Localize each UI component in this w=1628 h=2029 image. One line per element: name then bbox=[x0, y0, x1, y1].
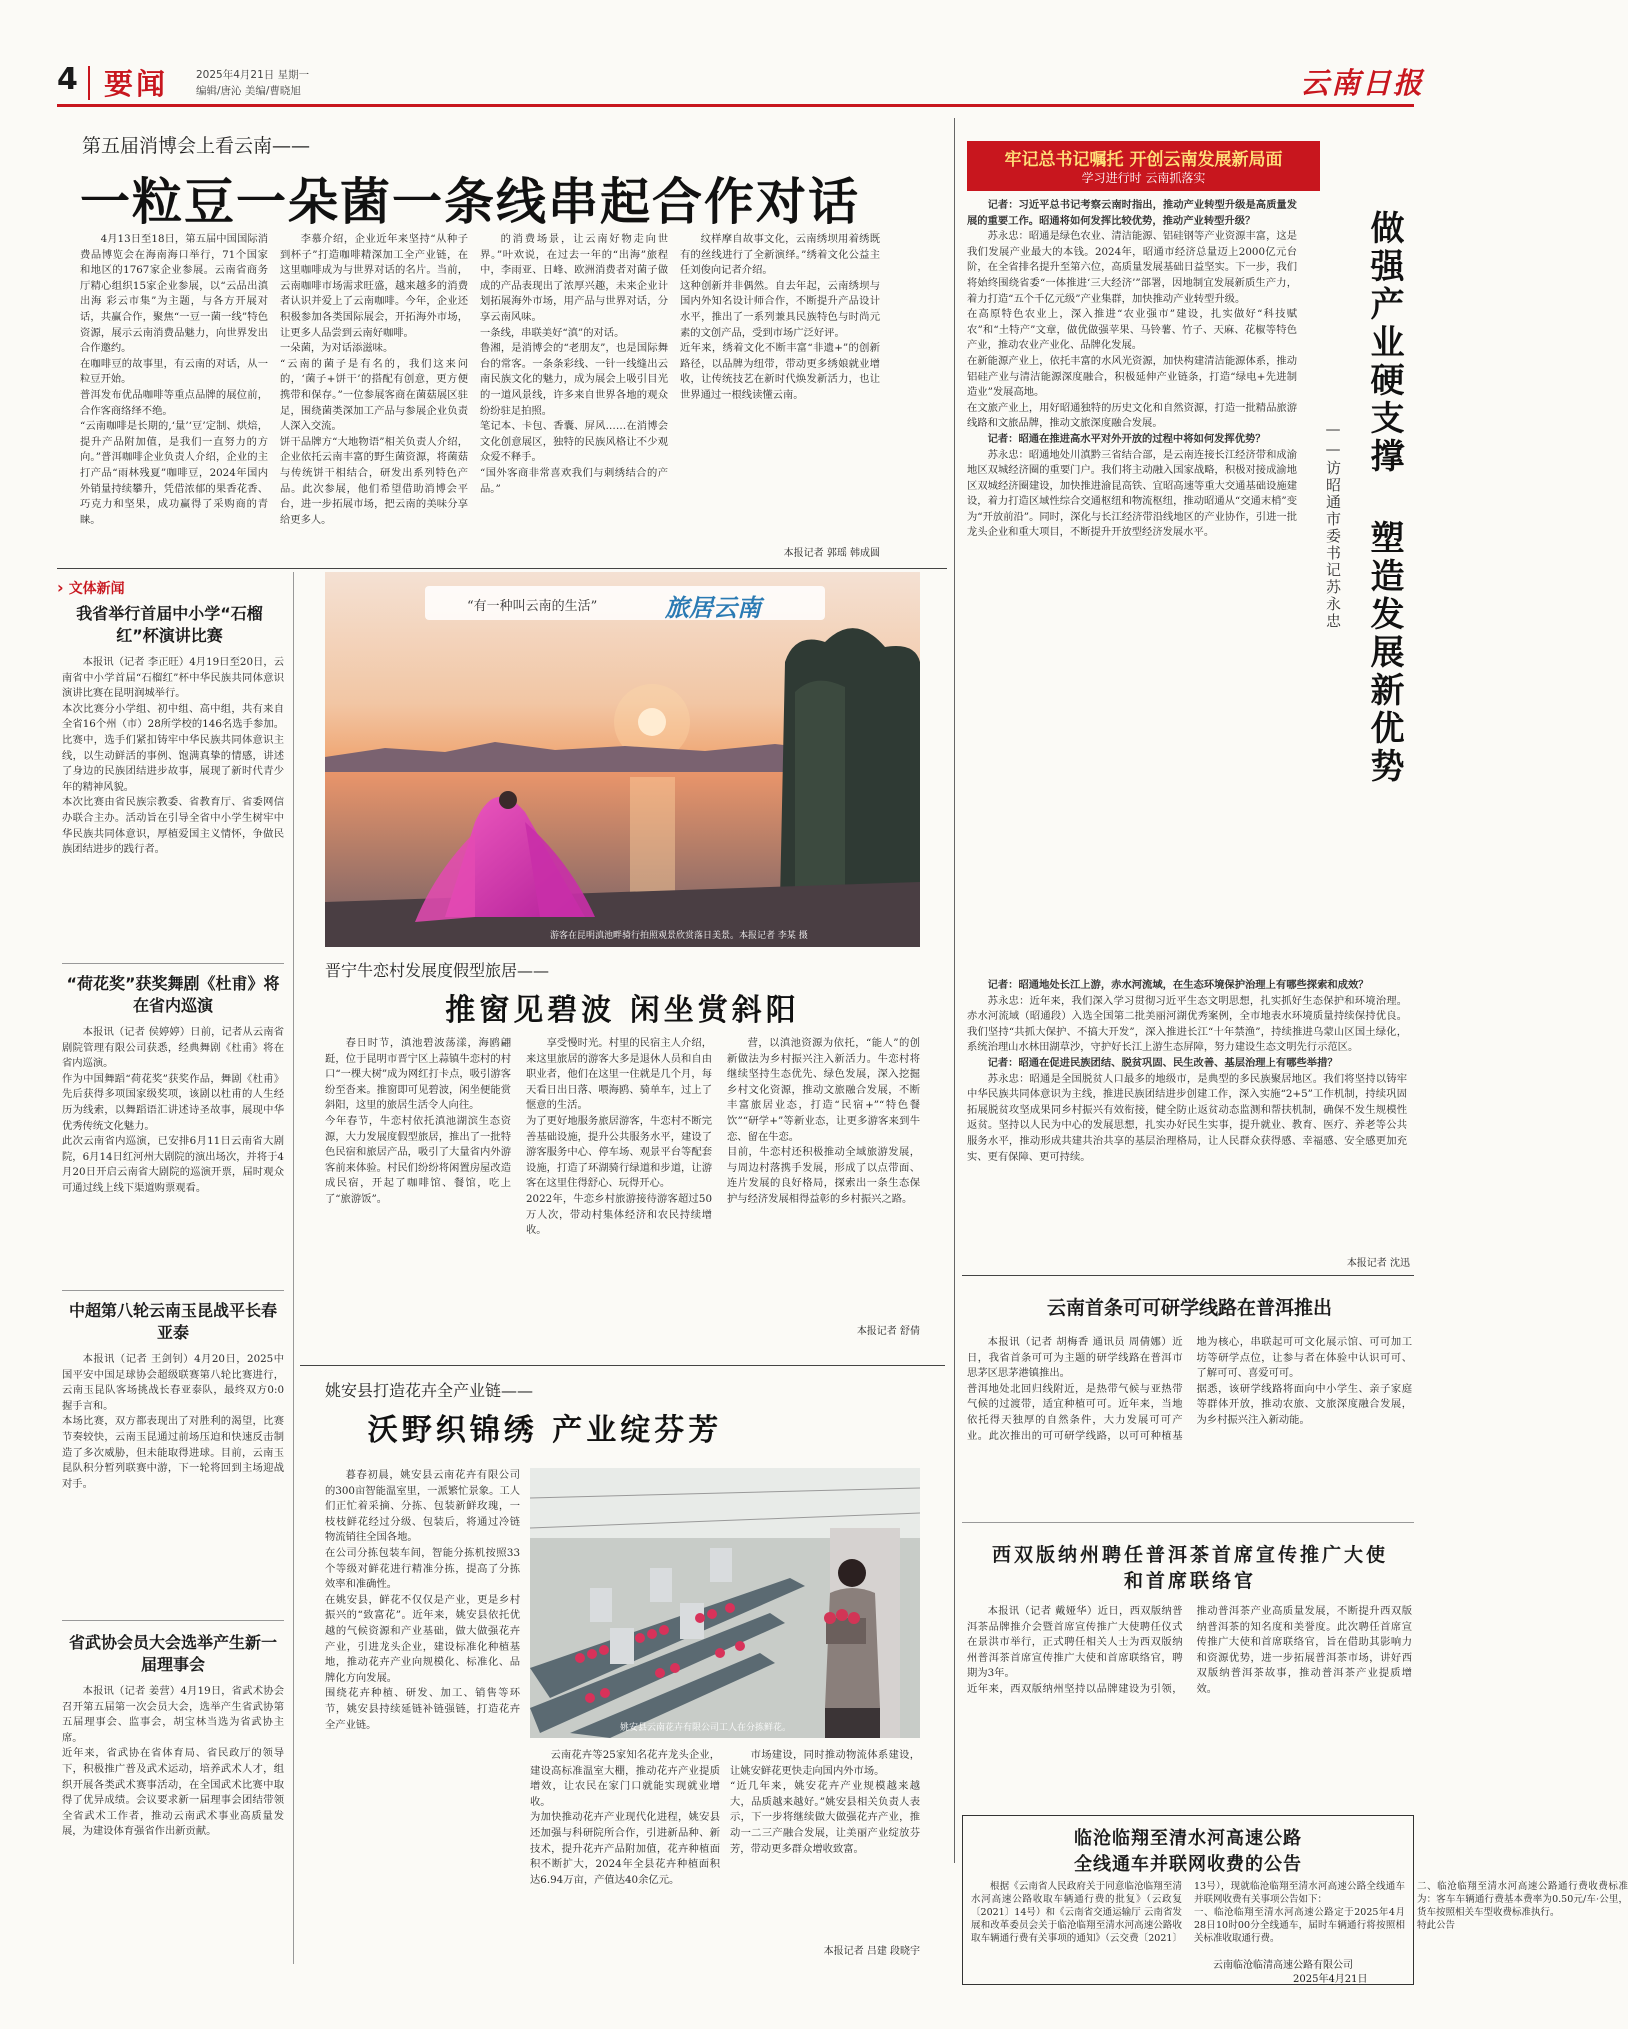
sidebar-divider-3 bbox=[62, 1620, 284, 1621]
feature-q4: 记者：昭通在促进民族团结、脱贫巩固、民生改善、基层治理上有哪些举措？ bbox=[987, 1056, 1338, 1069]
article-consumer-expo-col1: 4月13日至18日，第五届中国国际消费品博览会在海南海口举行，71个国家和地区的1767家企业参展。云南省商务厅精心组织15家企业参展，以“云品出滇出海 彩云市集”为主题，与各方开展对话，共赢合作，聚焦“一豆一菌一线”特色资源，展示云南消费品魅力，向世界发出合作邀约。 在咖啡豆的故事里，有云南的对话，从一粒豆开始。 普洱发布优品咖啡等重点品牌的展位前，合作客商络绎不绝。 “云南咖啡是长期的,‘量’‘豆’定制、烘焙，提升产品附加值，是我们一直努力的方向。”普洱咖啡企业负责人介绍，企业的主打产品“雨林残夏”咖啡豆，2024年国内外销量持续攀升，凭借浓郁的果香花香、巧克力和坚果，成功赢得了采购商的青睐。 bbox=[80, 233, 268, 526]
sidebar-story-3-title: 中超第八轮云南玉昆战平长春亚泰 bbox=[68, 1301, 277, 1342]
masthead-rule bbox=[57, 104, 1414, 107]
news-tea-body: 本报讯（记者 戴娅华）近日，西双版纳普洱茶品牌推介会暨首席宣传推广大使聘任仪式在景洪市举行，正式聘任相关人士为西双版纳州普洱茶首席宣传推广大使和首席联络官，聘期为3年。 近年来，西双版纳州坚持以品牌建设为引领，推动普洱茶产业高质量发展，不断提升西双版纳普洱茶的知名度和美誉度。此次聘任首席宣传推广大使和首席联络官，旨在借助其影响力和资源优势，进一步拓展普洱茶市场，讲好西双版纳普洱茶故事，推动普洱茶产业提质增效。 bbox=[967, 1605, 1412, 1695]
travel-banner-quote: “有一种叫云南的生活” bbox=[467, 599, 598, 614]
article-consumer-expo-col2: 李慕介绍，企业近年来坚持“从种子到杯子”打造咖啡精深加工全产业链，在这里咖啡成为与世界对话的名片。当前，云南咖啡市场需求旺盛，越来越多的消费者认识并爱上了云南咖啡。今年，企业还积极参加各类国际展会，开拓海外市场，让更多人品尝到云南好咖啡。 一朵菌，为对话添滋味。 “云南的菌子是有名的，我们这来问的，‘菌子+饼干’的搭配有创意，更方便携带和保存。”一位参展客商在菌菇展区驻足，围绕菌类深加工产品与参展企业负责人深入交流。 饼干品牌方“大地物语”相关负责人介绍，企业依托云南丰富的野生菌资源，将菌菇与传统饼干相结合，研发出系列特色产品。此次参展，他们希望借助消博会平台，进一步拓展市场，把云南的美味分享给更多人。 bbox=[280, 233, 468, 526]
sidebar-story-1-body: 本报讯（记者 李正旺）4月19日至20日，云南省中小学首届“石榴红”杯中华民族共同体意识演讲比赛在昆明润城举行。 本次比赛分小学组、初中组、高中组，共有来自全省16个州（市）28所学校的146名选手参加。比赛中，选手们紧扣铸牢中华民族共同体意识主线，以生动鲜活的事例、饱满真挚的情感，讲述了身边的民族团结进步故事，展现了新时代青少年的精神风貌。 本次比赛由省民族宗教委、省教育厅、省委网信办联合主办。活动旨在引导全省中小学生树牢中华民族共同体意识，厚植爱国主义情怀，争做民族团结进步的践行者。 bbox=[62, 656, 284, 856]
section-title: 要闻 bbox=[104, 67, 169, 101]
feature-title: 做强产业硬支撑 塑造发展新优势 bbox=[1364, 210, 1404, 786]
divider-sidebar bbox=[293, 572, 294, 1964]
article-jinning-title: 推窗见碧波 闲坐赏斜阳 bbox=[445, 993, 800, 1028]
article-consumer-expo-title: 一粒豆一朵菌一条线串起合作对话 bbox=[80, 172, 860, 231]
article-flowers-kicker: 姚安县打造花卉全产业链—— bbox=[325, 1381, 534, 1400]
sidebar-story-4-title: 省武协会员大会选举产生新一届理事会 bbox=[68, 1633, 277, 1674]
article-jinning-col1: 春日时节，滇池碧波荡漾，海鸥翩跹，位于昆明市晋宁区上蒜镇牛恋村的村口“一棵大树”成为网红打卡点，吸引游客纷至沓来。推窗即可见碧波，闲坐便能赏斜阳，这里的旅居生活令人向往。 今年春节，牛恋村依托滇池湖滨生态资源，大力发展度假型旅居，推出了一批特色民宿和旅居产品，吸引了大量省内外游客前来体验。村民们纷纷将闲置房屋改造成民宿，开起了咖啡馆、餐馆，吃上了“旅游饭”。 bbox=[325, 1037, 511, 1205]
editors: 编辑/唐沁 美编/曹晓旭 bbox=[196, 85, 301, 97]
flower-photo-caption: 姚安县云南花卉有限公司工人在分拣鲜花。 bbox=[620, 1723, 792, 1733]
feature-body-lower bbox=[967, 978, 1407, 1248]
feature-a1: 苏永忠：昭通是绿色农业、清洁能源、铝硅钢等产业资源丰富，这是我们发展产业最大的本钱。2024年，昭通市经济总量迈上2000亿元台阶，在全省排名提升至第六位，高质量发展基础日益坚实。下一步，我们将始终围绕省委“一体推进‘三大经济’”部署，因地制宜发展新质生产力，着力打造“五个千亿元级”产业集群，加快推动产业转型升级。 在高原特色农业上，深入推进“农业强市”建设，扎实做好“科技赋农”和“土特产”文章，做优做强苹果、马铃薯、竹子、天麻、花椒等特色产业，推动农业产业化、品牌化发展。 在新能源产业上，依托丰富的水风光资源，加快构建清洁能源体系，推动铝硅产业与清洁能源深度融合，积极延伸产业链条，打造“绿电+先进制造业”发展高地。 在文旅产业上，用好昭通独特的历史文化和自然资源，打造一批精品旅游线路和文旅品牌，推动文旅深度融合发展。 bbox=[967, 230, 1297, 430]
feature-subtitle: ——访昭通市委书记苏永忠 bbox=[1324, 420, 1342, 630]
flower-sorting-image bbox=[530, 1468, 920, 1738]
divider-mid bbox=[300, 1365, 945, 1366]
divider-right-column bbox=[954, 118, 955, 1863]
sidebar-divider-2 bbox=[62, 1290, 284, 1291]
chevron-right-icon: › bbox=[57, 578, 64, 597]
notice-title-1: 临沧临翔至清水河高速公路 bbox=[1074, 1828, 1302, 1849]
travel-photo bbox=[325, 572, 920, 947]
page-number: 4 bbox=[57, 62, 78, 97]
divider-news bbox=[962, 1522, 1414, 1523]
feature-a4: 苏永忠：昭通是全国脱贫人口最多的地级市，是典型的多民族聚居地区。我们将坚持以铸牢中华民族共同体意识为主线，推进民族团结进步创建工作，深入实施“2+5”工作机制，持续巩固拓展脱贫攻坚成果同乡村振兴有效衔接，健全防止返贫动态监测和帮扶机制，确保不发生规模性返贫。坚持以人民为中心的发展思想，扎实办好民生实事，提升就业、教育、医疗、养老等公共服务水平，推动形成共建共治共享的基层治理格局，让人民群众获得感、幸福感、安全感更加充实、更有保障、更可持续。 bbox=[967, 1072, 1407, 1163]
feature-body bbox=[967, 198, 1297, 978]
notice-body: 根据《云南省人民政府关于同意临沧临翔至清水河高速公路收取车辆通行费的批复》（云政复〔2021〕14号）和《云南省交通运输厅 云南省发展和改革委员会关于临沧临翔至清水河高速公路收取车辆通行费有关事项的通知》（云交费〔2021〕13号），现就临沧临翔至清水河高速公路全线通车并联网收费有关事项公告如下： 一、临沧临翔至清水河高速公路定于2025年4月28日10时00分全线通车，届时车辆通行将按照相关标准收取通行费。 二、临沧临翔至清水河高速公路通行费收费标准为：客车车辆通行费基本费率为0.50元/车·公里，货车按照相关车型收费标准执行。 特此公告 bbox=[971, 1881, 1628, 1944]
paper-logo: 云南日报 bbox=[1300, 66, 1425, 100]
article-consumer-expo-kicker: 第五届消博会上看云南—— bbox=[82, 135, 311, 157]
article-consumer-expo-col3: 的消费场景，让云南好物走向世界。”叶欢说，在过去一年的“出海”旅程中，李雨亚、日峰、欧洲消费者对菌子做成的产品表现出了浓厚兴趣，未来企业计划拓展海外市场，用产品与世界对话，分享云南风味。 一条线，串联美好“滇”的对话。 鲁湘，是消博会的“老朋友”，也是国际舞台的常客。一条条彩线、一针一线缝出云南民族文化的魅力，成为展会上吸引目光的一道风景线，许多来自世界各地的观众纷纷驻足拍照。 笔记本、卡包、香囊、屏风……在消博会文化创意展区，独特的民族风格让不少观众爱不释手。 “国外客商非常喜欢我们与刺绣结合的产品。” bbox=[480, 233, 668, 495]
article-flowers-body-right: 市场建设，同时推动物流体系建设，让姚安鲜花更快走向国内外市场。 “近几年来，姚安花卉产业规模越来越大，品质越来越好。”姚安县相关负责人表示，下一步将继续做大做强花卉产业，推动一二三产融合发展，让美丽产业绽放芬芳，带动更多群众增收致富。 bbox=[730, 1749, 920, 1855]
issue-date: 2025年4月21日 星期一 bbox=[196, 69, 310, 81]
feature-q3: 记者：昭通地处长江上游，赤水河流域，在生态环境保护治理上有哪些探索和成效？ bbox=[987, 979, 1369, 991]
article-flowers-byline: 本报记者 吕建 段晓宇 bbox=[823, 1946, 920, 1957]
article-flowers-body-left: 暮春初晨，姚安县云南花卉有限公司的300亩智能温室里，一派繁忙景象。工人们正忙着采摘、分拣、包装新鲜玫瑰，一枝枝鲜花经过分级、包装后，将通过冷链物流销往全国各地。 在公司分拣包装车间，智能分拣机按照33个等级对鲜花进行精准分拣，提高了分拣效率和准确性。 在姚安县，鲜花不仅仅是产业，更是乡村振兴的“致富花”。近年来，姚安县依托优越的气候资源和产业基础，做大做强花卉产业，引进龙头企业，建设标准化种植基地，推动花卉产业向规模化、标准化、品牌化方向发展。 围绕花卉种植、研发、加工、销售等环节，姚安县持续延链补链强链，打造花卉全产业链。 bbox=[325, 1469, 520, 1731]
travel-photo-caption: 游客在昆明滇池畔骑行拍照观景欣赏落日美景。本报记者 李某 摄 bbox=[550, 931, 808, 941]
sidebar-story-2-title: “荷花奖”获奖舞剧《杜甫》将在省内巡演 bbox=[66, 974, 280, 1015]
flower-sorting-photo bbox=[530, 1468, 920, 1738]
article-jinning-byline: 本报记者 舒倩 bbox=[856, 1326, 920, 1337]
sunset-lake-image bbox=[325, 572, 920, 947]
feature-banner bbox=[967, 141, 1320, 191]
news-cocoa-title: 云南首条可可研学线路在普洱推出 bbox=[1046, 1297, 1332, 1319]
notice-box bbox=[962, 1815, 1628, 1985]
article-jinning-col2: 享受慢时光。村里的民宿主人介绍，来这里旅居的游客大多是退休人员和自由职业者，他们在这里一住就是几个月，每天看日出日落、喂海鸥、骑单车，过上了惬意的生活。 为了更好地服务旅居游客，牛恋村不断完善基础设施，提升公共服务水平，建设了游客服务中心、停车场、观景平台等配套设施，打造了环湖骑行绿道和步道，让游客在这里住得舒心、玩得开心。 2022年，牛恋乡村旅游接待游客超过50万人次，带动村集体经济和农民持续增收。 bbox=[526, 1037, 712, 1237]
sidebar-divider-1 bbox=[62, 963, 284, 964]
sidebar-story-3-body: 本报讯（记者 王剑钊）4月20日，2025中国平安中国足球协会超级联赛第八轮比赛进行，云南玉昆队客场挑战长春亚泰队，最终双方0:0握手言和。 本场比赛，双方都表现出了对胜利的渴望，比赛节奏较快，云南玉昆通过前场压迫和快速反击制造了多次威胁，但未能取得进球。目前，云南玉昆队积分暂列联赛中游，下一轮将回到主场迎战对手。 bbox=[62, 1353, 284, 1490]
sidebar-section-label bbox=[57, 578, 287, 600]
sidebar-section-label-text: 文体新闻 bbox=[68, 581, 125, 597]
article-flowers-body-mid: 云南花卉等25家知名花卉龙头企业，建设高标准温室大棚，推动花卉产业提质增效，让农民在家门口就能实现就业增收。 为加快推动花卉产业现代化进程，姚安县还加强与科研院所合作，引进新品种、新技术，提升花卉产品附加值，花卉种植面积不断扩大，2024年全县花卉种植面积达6.94万亩，产值达40余亿元。 bbox=[530, 1749, 720, 1886]
article-jinning-kicker: 晋宁牛恋村发展度假型旅居—— bbox=[325, 961, 550, 980]
article-flowers-title: 沃野织锦绣 产业绽芬芳 bbox=[367, 1413, 723, 1448]
masthead bbox=[0, 0, 1471, 110]
feature-byline: 本报记者 沈迅 bbox=[1346, 1258, 1410, 1269]
feature-q1: 记者：习近平总书记考察云南时指出，推动产业转型升级是高质量发展的重要工作。昭通将如何发挥比较优势，推动产业转型升级？ bbox=[967, 199, 1297, 227]
article-jinning-col3: 营，以滇池资源为依托，“能人”的创新做法为乡村振兴注入新活力。牛恋村将继续坚持生态优先、绿色发展，深入挖掘乡村文化资源，推动文旅融合发展，不断丰富旅居业态，打造“民宿+”“特色餐饮”“研学+”等新业态，让更多游客来到牛恋、留在牛恋。 目前，牛恋村还积极推动全域旅游发展，与周边村落携手发展，形成了以点带面、连片发展的良好格局，探索出一条生态保护与经济发展相得益彰的乡村振兴之路。 bbox=[727, 1037, 920, 1205]
sidebar-story-4-body: 本报讯（记者 姜营）4月19日，省武术协会召开第五届第一次会员大会，选举产生省武协第五届理事会、监事会，胡宝林当选为省武协主席。 近年来，省武协在省体育局、省民政厅的领导下，积极推广普及武术运动，培养武术人才，组织开展各类武术赛事活动，在全国武术比赛中取得了优异成绩。会议要求新一届理事会团结带领全省武术工作者，推动云南武术事业高质量发展，为建设体育强省作出新贡献。 bbox=[62, 1685, 284, 1838]
notice-signature: 云南临沧临清高速公路有限公司 bbox=[1213, 1960, 1353, 1971]
divider-top bbox=[57, 568, 947, 569]
travel-banner-title: 旅居云南 bbox=[665, 593, 761, 622]
feature-a3: 苏永忠：近年来，我们深入学习贯彻习近平生态文明思想，扎实抓好生态保护和环境治理。赤水河流域（昭通段）入选全国第二批美丽河湖优秀案例，全市地表水环境质量持续保持优良。我们坚持“共抓大保护、不搞大开发”，深入推进长江“十年禁渔”，持续推进乌蒙山区国土绿化，系统治理山水林田湖草沙，守护好长江上游生态屏障，努力建设生态文明先行示范区。 bbox=[967, 994, 1407, 1054]
travel-banner bbox=[425, 586, 825, 620]
feature-q2: 记者：昭通在推进高水平对外开放的过程中将如何发挥优势？ bbox=[987, 432, 1266, 445]
divider-feature bbox=[962, 1275, 1414, 1276]
masthead-divider bbox=[88, 66, 90, 100]
news-tea-title: 西双版纳州聘任普洱茶首席宣传推广大使和首席联络官 bbox=[991, 1544, 1388, 1592]
article-consumer-expo-byline: 本报记者 郭瑶 韩成圆 bbox=[783, 548, 880, 559]
feature-banner-line1: 牢记总书记嘱托 开创云南发展新局面 bbox=[1004, 150, 1283, 170]
sidebar-story-1-title: 我省举行首届中小学“石榴红”杯演讲比赛 bbox=[76, 604, 263, 645]
notice-date: 2025年4月21日 bbox=[1293, 1974, 1368, 1985]
feature-a2: 苏永忠：昭通地处川滇黔三省结合部，是云南连接长江经济带和成渝地区双城经济圈的重要门户。我们将主动融入国家战略，积极对接成渝地区双城经济圈建设，加快推进渝昆高铁、宜昭高速等重大交通基础设施建设，着力打造区域性综合交通枢纽和物流枢纽，推动昭通从“交通末梢”变为“开放前沿”。同时，深化与长江经济带沿线地区的产业协作，引进一批龙头企业和重大项目，不断提升开放型经济发展水平。 bbox=[967, 448, 1297, 539]
news-cocoa-body: 本报讯（记者 胡梅香 通讯员 周倩娜）近日，我省首条可可为主题的研学线路在普洱市思茅区思茅港镇推出。 普洱地处北回归线附近，是热带气候与亚热带气候的过渡带，适宜种植可可。近年来，当地依托得天独厚的自然条件，大力发展可可产业。此次推出的可可研学线路，以可可种植基地为核心，串联起可可文化展示馆、可可加工坊等研学点位，让参与者在体验中认识可可、了解可可、喜爱可可。 据悉，该研学线路将面向中小学生、亲子家庭等群体开放，推动农旅、文旅深度融合发展，为乡村振兴注入新动能。 bbox=[967, 1336, 1412, 1442]
article-consumer-expo-col4: 纹样摩自故事文化，云南绣坝用着绣既有的丝线进行了全新演绎。”绣着文化公益主任刘俊向记者介绍。 这种创新并非偶然。自去年起，云南绣坝与国内外知名设计师合作，不断提升产品设计水平，推出了一系列兼具民族特色与时尚元素的文创产品，受到市场广泛好评。 近年来，绣着文化不断丰富“非遗+”的创新路径，以品牌为纽带，带动更多绣娘就业增收，让传统技艺在新时代焕发新活力，也让世界通过一根线读懂云南。 bbox=[680, 233, 880, 401]
sidebar-story-2-body: 本报讯（记者 侯婷婷）日前，记者从云南省剧院管理有限公司获悉，经典舞剧《杜甫》将在省内巡演。 作为中国舞蹈“荷花奖”获奖作品，舞剧《杜甫》先后获得多项国家级奖项，该剧以杜甫的人生经历为线索，以舞蹈语汇讲述诗圣故事，展现中华优秀传统文化魅力。 此次云南省内巡演，已安排6月11日云南省大剧院，6月14日红河州大剧院的演出场次，并将于4月20日开启云南省大剧院的巡演开票，届时观众可通过线上线下渠道购票观看。 bbox=[62, 1026, 284, 1194]
feature-banner-line2: 学习进行时 云南抓落实 bbox=[1081, 171, 1206, 185]
notice-title-2: 全线通车并联网收费的公告 bbox=[1074, 1854, 1302, 1875]
